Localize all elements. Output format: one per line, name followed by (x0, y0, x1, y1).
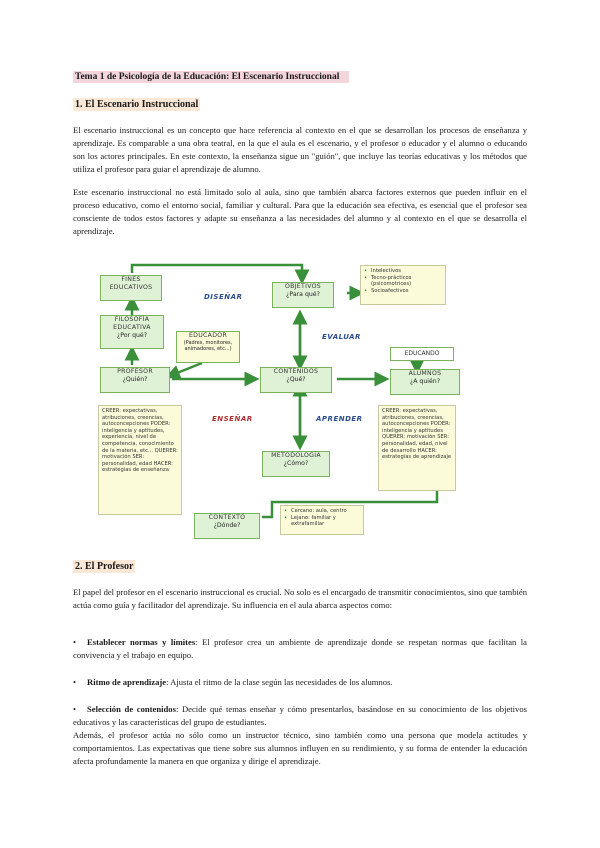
document-title: Tema 1 de Psicología de la Educación: El Escenario Instruccional (73, 71, 349, 83)
objetivos-note (360, 265, 446, 305)
alumnos-box (390, 369, 460, 395)
ensenar-tag: ENSEÑAR (212, 415, 253, 423)
bullet-contenidos-lead: Selección de contenidos (87, 704, 176, 714)
profesor-question: ¿Quién? (122, 376, 148, 383)
profesor-label: PROFESOR (117, 368, 153, 375)
alumnos-label: ALUMNOS (408, 370, 442, 377)
bullet-icon: • (73, 677, 77, 687)
filosofia-label-2: EDUCATIVA (113, 324, 151, 331)
fines-label-2: EDUCATIVOS (109, 284, 153, 291)
educando-box: EDUCANDO (390, 347, 454, 361)
section-1-heading: 1. El Escenario Instruccional (75, 99, 199, 110)
contexto-note-item: • Lejano: familiar y extrafamiliar (284, 515, 360, 528)
contenidos-box (260, 367, 332, 393)
educador-sub-1: (Padres, monitores, (183, 340, 233, 346)
section-2-heading: 2. El Profesor (75, 561, 134, 572)
contexto-label: CONTEXTO (208, 514, 246, 521)
bullet-contenidos (73, 703, 527, 768)
filosofia-question: ¿Por qué? (116, 332, 148, 339)
bullet-ritmo-text: : Ajusta el ritmo de la clase según las necesidades de los alumnos. (166, 677, 393, 687)
section-1-paragraph-1: El escenario instruccional es un concepto que hace referencia al contexto en el que se desarrollan los procesos de enseñanza y aprendizaje. Es comparable a una obra teatral, en la que el aula es el escenario, y el profesor o educador y el alumno o educando son los actores principales. En este contexto, la enseñanza sigue un "guión", que incluye las teorías educativas y los métodos que utiliza el profesor para guiar el aprendizaje de alumno. (73, 125, 527, 174)
profesor-traits-note: CREER: expectativas, atribuciones, creencias, autoconcepciones PODER: inteligencia y aptitudes, experiencia, nivel de competencia, conocimiento de la materia, etc... QUERER: motivación SER: personalidad, edad HACER: estrategias de enseñanza (98, 405, 182, 515)
contexto-note (280, 505, 364, 535)
evaluar-tag: EVALUAR (322, 333, 361, 341)
objetivos-label: OBJETIVOS (284, 283, 322, 290)
metodologia-label: METODOLOGÍA (271, 452, 321, 459)
contexto-note-item: • Cercano: aula, centro (284, 508, 360, 515)
contexto-box (194, 513, 260, 539)
metodologia-question: ¿Cómo? (283, 460, 309, 467)
metodologia-box (262, 451, 330, 477)
filosofia-label-1: FILOSOFÍA (114, 316, 150, 323)
section-2-paragraph-1: El papel del profesor en el escenario instruccional es crucial. No solo es el encargado de transmitir conocimientos, sino que también actúa como guía y facilitador del aprendizaje. Su influencia en el aula abarca aspectos como: (73, 587, 527, 610)
bullet-ritmo (73, 676, 527, 689)
bullet-normas-text: : El profesor crea un ambiente de aprendizaje donde se respetan normas que facilitan la convivencia y el trabajo en equipo. (73, 637, 527, 660)
educador-box (176, 331, 240, 363)
contenidos-question: ¿Qué? (286, 376, 306, 383)
bullet-normas (73, 636, 527, 662)
instructional-scenario-diagram (92, 255, 482, 545)
objetivos-box (272, 282, 334, 308)
bullet-ritmo-lead: Ritmo de aprendizaje (87, 677, 167, 687)
fines-label-1: FINES (121, 276, 141, 283)
section-2-closing-paragraph: Además, el profesor actúa no sólo como un instructor técnico, sino también como una persona que modela actitudes y comportamientos. Las expectativas que tiene sobre sus alumnos influyen en su rendimiento, y su forma de entender la educación afecta profundamente la manera en que organiza y dirige el aprendizaje. (73, 730, 527, 766)
educador-label: EDUCADOR (188, 332, 228, 339)
educador-sub-2: animadores, etc...) (184, 346, 232, 352)
bullet-icon: • (73, 704, 77, 714)
filosofia-box (100, 315, 164, 349)
bullet-normas-lead: Establecer normas y límites (87, 637, 196, 647)
fines-box (100, 275, 162, 301)
profesor-box (100, 367, 170, 393)
alumnos-question: ¿A quién? (409, 378, 441, 385)
section-1-paragraph-2: Este escenario instruccional no está limitado solo al aula, sino que también abarca factores externos que pueden influir en el proceso educativo, como el entorno social, familiar y cultural. Para que la educación sea efectiva, es esencial que el profesor sea consciente de todos estos factores y adapte su enseñanza a las necesidades del alumno y al contexto en el que se desarrolla el aprendizaje. (73, 187, 527, 236)
objetivos-note-item: • Intelectivos (364, 268, 442, 275)
aprender-tag: APRENDER (316, 415, 363, 423)
contenidos-label: CONTENIDOS (273, 368, 319, 375)
objetivos-note-item: • Tecno-prácticos (psicomotrices) (364, 275, 442, 288)
bullet-contenidos-text: : Decide qué temas enseñar y cómo presentarlos, basándose en su conocimiento de los objetivos educativos y las características del grupo de estudiantes. (73, 704, 527, 727)
contexto-question: ¿Dónde? (213, 522, 241, 529)
bullet-icon: • (73, 637, 77, 647)
objetivos-question: ¿Para qué? (286, 291, 320, 298)
alumnos-traits-note: CREER: expectativas, atribuciones, creencias, autoconcepciones PODER: inteligencia y aptitudes QUERER: motivación SER: personalidad, edad, nivel de desarrollo HACER: estrategias de aprendizaje (378, 405, 456, 491)
disenar-tag: DISEÑAR (204, 293, 243, 301)
objetivos-note-item: • Socioafectivos (364, 288, 442, 295)
